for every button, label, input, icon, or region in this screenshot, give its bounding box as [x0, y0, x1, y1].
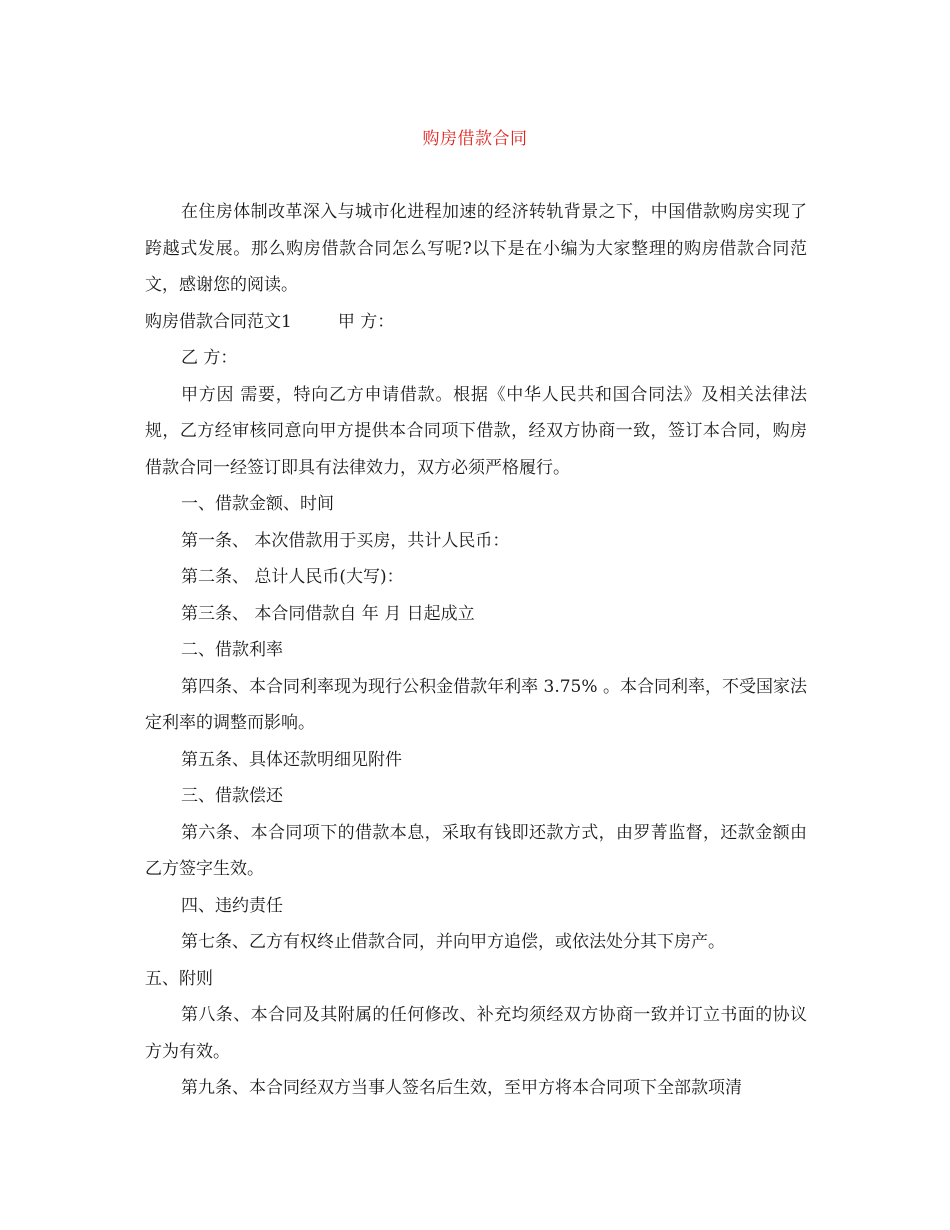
preamble-paragraph: 甲方因 需要，特向乙方申请借款。根据《中华人民共和国合同法》及相关法律法规，乙方经审核同意向甲方提供本合同项下借款，经双方协商一致，签订本合同，购房借款合同一经签订即具有法律效力，双方必须严格履行。 [145, 384, 807, 478]
article-7: 第七条、乙方有权终止借款合同，并向甲方追偿，或依法处分其下房产。 [181, 932, 725, 952]
sample-heading: 购房借款合同范文1 [145, 311, 292, 332]
section-heading-5: 五、附则 [145, 968, 213, 989]
party-b-label: 乙 方： [181, 348, 238, 368]
document-body [145, 194, 807, 1107]
sample-heading-row [145, 304, 807, 341]
section-heading-2: 二、借款利率 [181, 640, 283, 660]
intro-paragraph: 在住房体制改革深入与城市化进程加速的经济转轨背景之下，中国借款购房实现了跨越式发展。那么购房借款合同怎么写呢?以下是在小编为大家整理的购房借款合同范文，感谢您的阅读。 [145, 202, 807, 295]
article-3: 第三条、 本合同借款自 年 月 日起成立 [181, 603, 475, 624]
article-8: 第八条、本合同及其附属的任何修改、补充均须经双方协商一致并订立书面的协议方为有效。 [145, 1005, 807, 1062]
article-6: 第六条、本合同项下的借款本息，采取有钱即还款方式，由罗菁监督，还款金额由乙方签字生效。 [145, 822, 807, 879]
document-title: 购房借款合同 [422, 129, 528, 149]
article-9: 第九条、本合同经双方当事人签名后生效，至甲方将本合同项下全部款项清 [181, 1078, 742, 1098]
article-5: 第五条、具体还款明细见附件 [181, 749, 402, 770]
section-heading-1: 一、借款金额、时间 [181, 494, 334, 514]
article-2: 第二条、 总计人民币(大写)： [181, 567, 404, 587]
section-heading-4: 四、违约责任 [181, 895, 283, 916]
section-heading-3: 三、借款偿还 [181, 786, 283, 806]
article-4: 第四条、本合同利率现为现行公积金借款年利率 3.75% 。本合同利率，不受国家法定利率的调整而影响。 [145, 676, 807, 733]
article-1: 第一条、 本次借款用于买房，共计人民币： [181, 530, 510, 551]
party-a-label: 甲 方： [337, 311, 395, 332]
